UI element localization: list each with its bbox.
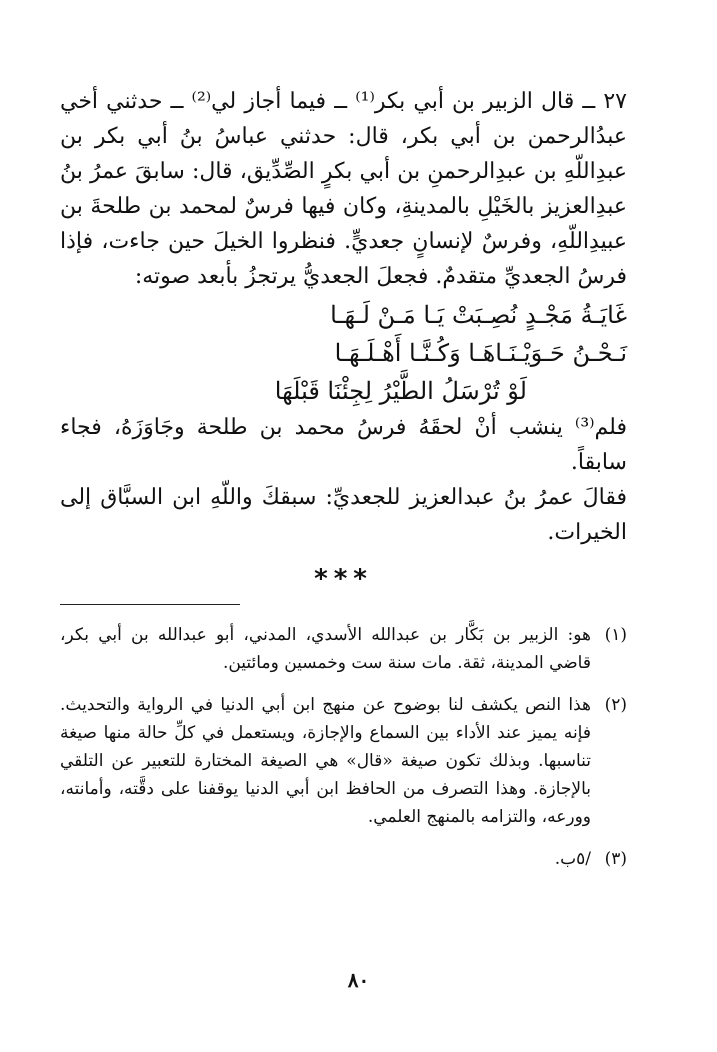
paragraph-conclusion: فقالَ عمرُ بنُ عبدالعزيز للجعديِّ: سبقكَ واللّهِ ابن السبَّاق إلى الخيرات. — [60, 485, 627, 545]
footnote-2 — [60, 691, 627, 831]
footnote-text: هذا النص يكشف لنا بوضوح عن منهج ابن أبي الدنيا في الرواية والتحديث. فإنه يميز عند الأداء بين السماع والإجازة، ويستعمل في كلِّ حالة منها صيغة تناسبها. وبذلك تكون صيغة «قال» هي الصيغة المختارة للتعبير عن التلقي بالإجازة. وهذا التصرف من الحافظ ابن أبي الدنيا يوقفنا على دقَّته، وأمانته، وورعه، والتزامه بالمنهج العلمي. — [60, 695, 591, 827]
poem-verses — [60, 296, 627, 410]
section-separator: *** — [314, 564, 373, 594]
main-text — [60, 84, 627, 594]
paragraph-narration: ٢٧ ــ قال الزبير بن أبي بكر⁽¹⁾ ــ فيما أجاز لي⁽²⁾ ــ حدثني أخي عبدُالرحمن بن أبي بكر، قال: حدثني عباسُ بنُ أبي بكر بن عبدِاللّهِ بن عبدِالرحمنِ بن أبي بكرٍ الصِّدِّيق، قال: سابقَ عمرُ بنُ عبدِالعزيز بالخَيْلِ بالمدينةِ، وكان فيها فرسٌ لمحمد بن طلحةَ بن عبيدِاللّهِ، وفرسٌ لإنسانٍ جعديٍّ. فنظروا الخيلَ حين جاءت، فإذا فرسُ الجعديِّ متقدمٌ. فجعلَ الجعديُّ يرتجزُ بأبعد صوته: — [60, 89, 627, 289]
footnote-rule — [60, 604, 240, 605]
footnote-number: (١) — [604, 625, 627, 645]
page-body — [60, 84, 627, 887]
footnote-number: (٣) — [604, 849, 627, 869]
page-number: ٨٠ — [347, 968, 370, 992]
footnote-text: /٥ب. — [554, 849, 591, 869]
footnote-1 — [60, 621, 627, 677]
footnotes — [60, 621, 627, 873]
verse-line-3: لَوْ تُرْسَلُ الطَّيْرُ لِجِئْنَا قَبْلَهَا — [274, 377, 527, 405]
verse-line-1: غَايَـةُ مَجْـدٍ نُصِـبَتْ يَـا مَـنْ لَـهَـا — [330, 301, 627, 329]
footnote-number: (٢) — [604, 695, 627, 715]
footnote-3 — [60, 845, 627, 873]
verse-line-2: نَـحْـنُ حَـوَيْـنَـاهَـا وَكُـنَّـا أَهْـلَـهَـا — [334, 339, 627, 367]
footnote-text: هو: الزبير بن بَكَّار بن عبدالله الأسدي، المدني، أبو عبدالله بن أبي بكر، قاضي المدينة، ثقة. مات سنة ست وخمسين ومائتين. — [60, 625, 591, 673]
paragraph-race-result: فلم⁽³⁾ ينشب أنْ لحقَهُ فرسُ محمد بن طلحة وجَاوَزَهُ، فجاء سابقاً. — [60, 415, 627, 475]
